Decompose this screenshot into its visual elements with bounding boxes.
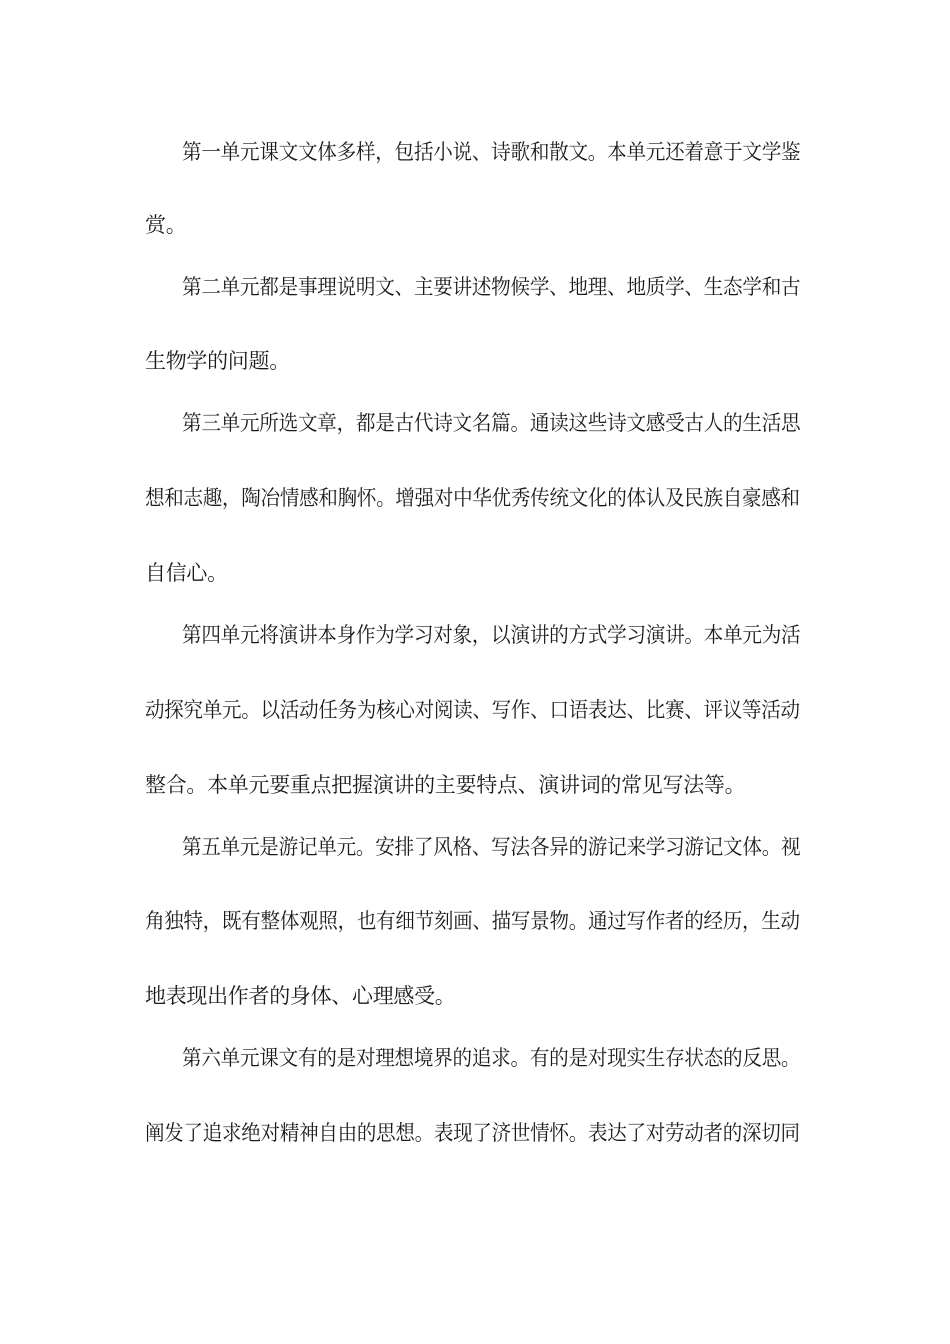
paragraph-unit-4-line-3: 整合。本单元要重点把握演讲的主要特点、演讲词的常见写法等。 bbox=[145, 773, 746, 797]
paragraph-unit-2-line-2: 生物学的问题。 bbox=[145, 349, 290, 373]
paragraph-unit-6-line-1: 第六单元课文有的是对理想境界的追求。有的是对现实生存状态的反思。 bbox=[182, 1046, 801, 1070]
paragraph-unit-5-line-3: 地表现出作者的身体、心理感受。 bbox=[145, 984, 456, 1008]
paragraph-unit-3-line-2: 想和志趣，陶冶情感和胸怀。增强对中华优秀传统文化的体认及民族自豪感和 bbox=[145, 486, 800, 510]
paragraph-unit-2-line-1: 第二单元都是事理说明文、主要讲述物候学、地理、地质学、生态学和古 bbox=[182, 275, 801, 299]
paragraph-unit-4-line-2: 动探究单元。以活动任务为核心对阅读、写作、口语表达、比赛、评议等活动 bbox=[145, 698, 800, 722]
paragraph-unit-5-line-1: 第五单元是游记单元。安排了风格、写法各异的游记来学习游记文体。视 bbox=[182, 835, 801, 859]
paragraph-unit-3-line-3: 自信心。 bbox=[145, 561, 228, 585]
paragraph-unit-1-line-1: 第一单元课文文体多样，包括小说、诗歌和散文。本单元还着意于文学鉴 bbox=[182, 140, 801, 164]
paragraph-unit-6-line-2: 阐发了追求绝对精神自由的思想。表现了济世情怀。表达了对劳动者的深切同 bbox=[145, 1121, 800, 1145]
paragraph-unit-4-line-1: 第四单元将演讲本身作为学习对象，以演讲的方式学习演讲。本单元为活 bbox=[182, 623, 801, 647]
paragraph-unit-5-line-2: 角独特，既有整体观照，也有细节刻画、描写景物。通过写作者的经历，生动 bbox=[145, 909, 800, 933]
paragraph-unit-3-line-1: 第三单元所选文章，都是古代诗文名篇。通读这些诗文感受古人的生活思 bbox=[182, 411, 801, 435]
paragraph-unit-1-line-2: 赏。 bbox=[145, 213, 187, 237]
